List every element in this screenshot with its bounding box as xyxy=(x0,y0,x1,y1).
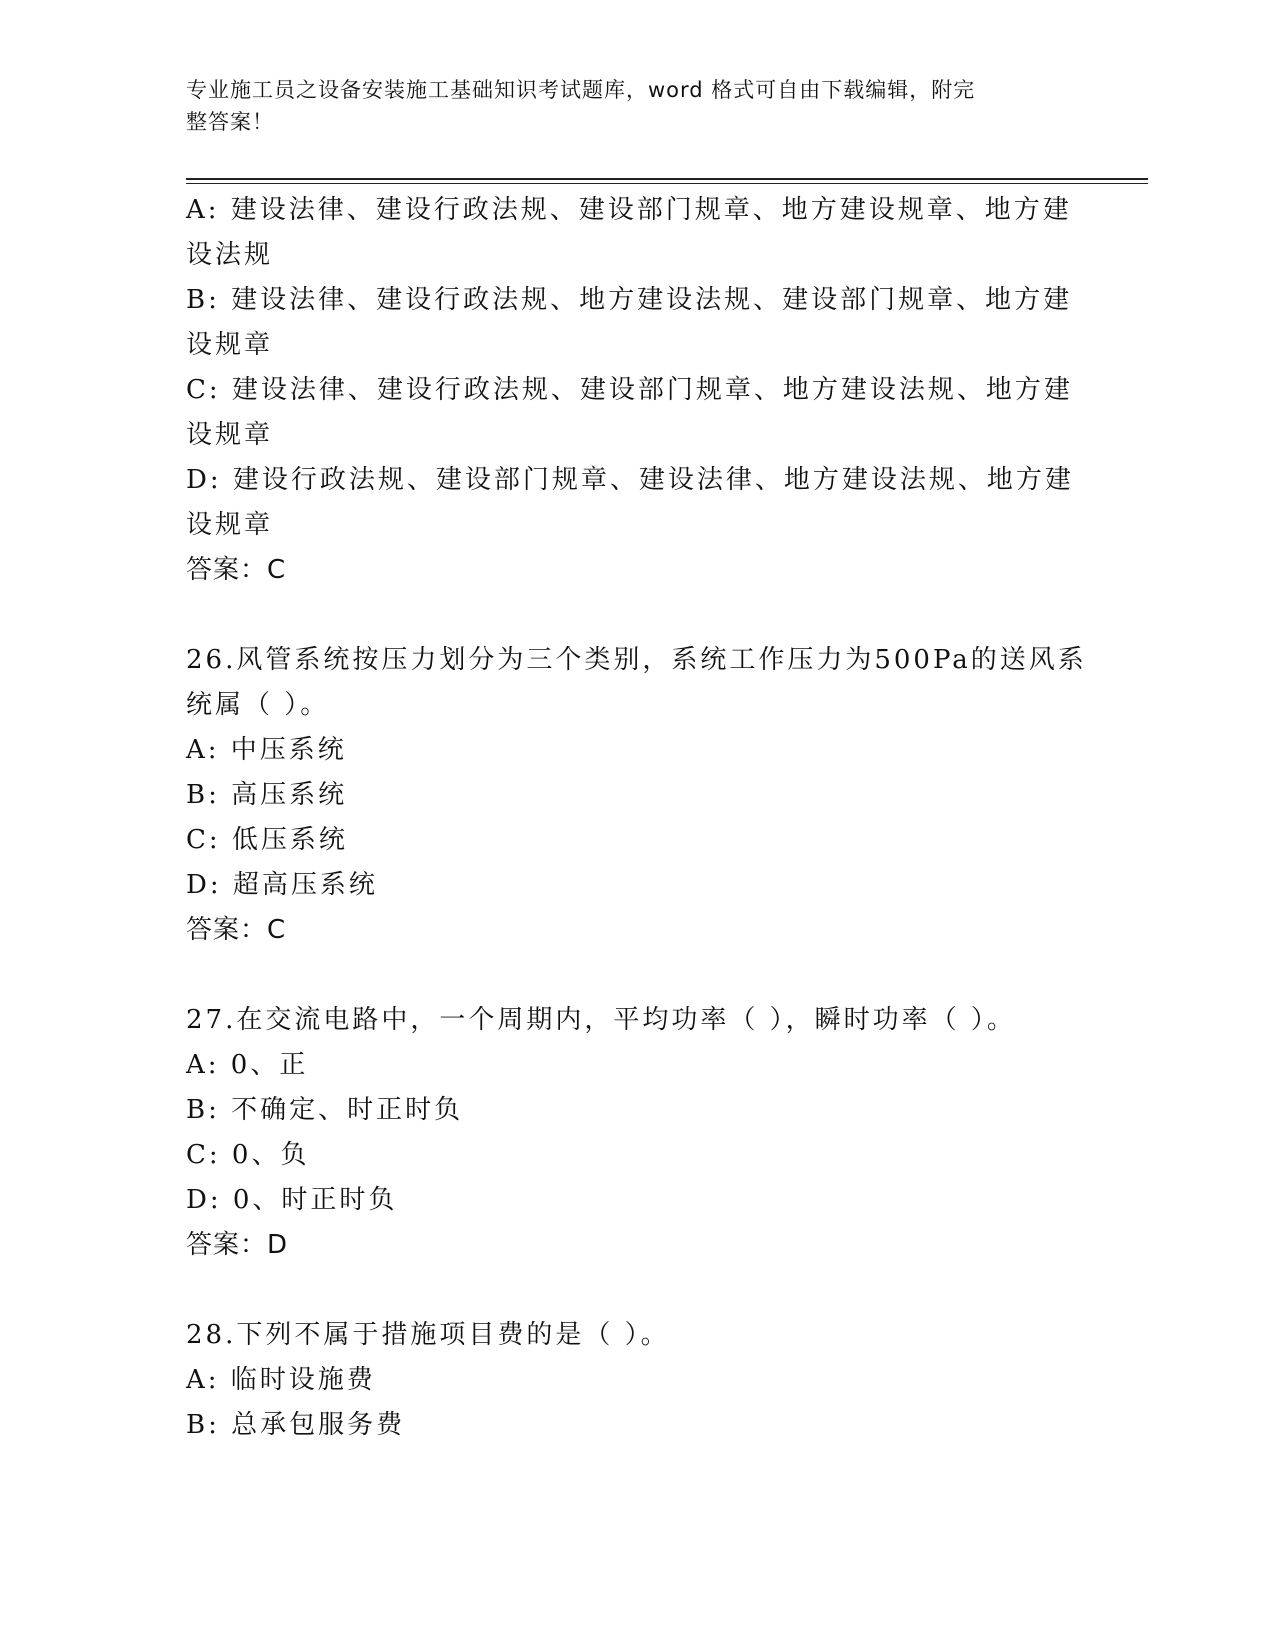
question-28 xyxy=(186,1313,1066,1448)
option-c: C: 建设法律、建设行政法规、建设部门规章、地方建设法规、地方建 xyxy=(186,375,1073,405)
option-b: B: 建设法律、建设行政法规、地方建设法规、建设部门规章、地方建 xyxy=(186,285,1073,315)
option-a: A: 建设法律、建设行政法规、建设部门规章、地方建设规章、地方建 xyxy=(186,195,1072,225)
answer: 答案：D xyxy=(186,1230,289,1260)
option-d-cont: 设规章 xyxy=(186,510,274,540)
answer: 答案：C xyxy=(186,555,287,585)
header-line: 整答案！ xyxy=(186,110,274,134)
question-26 xyxy=(186,638,1087,953)
question-text: 27.在交流电路中，一个周期内，平均功率（ ），瞬时功率（ ）。 xyxy=(186,1005,1016,1035)
answer: 答案：C xyxy=(186,915,287,945)
option-c-cont: 设规章 xyxy=(186,420,274,450)
option-a: A: 中压系统 xyxy=(186,735,347,765)
document-header xyxy=(186,74,1066,138)
header-divider xyxy=(186,178,1148,180)
question-text: 26.风管系统按压力划分为三个类别，系统工作压力为500Pa的送风系 xyxy=(186,645,1087,675)
question-list xyxy=(186,188,1087,1448)
option-b-cont: 设规章 xyxy=(186,330,274,360)
option-b: B: 不确定、时正时负 xyxy=(186,1095,464,1125)
option-b: B: 高压系统 xyxy=(186,780,348,810)
option-a: A: 0、正 xyxy=(186,1050,309,1080)
option-a: A: 临时设施费 xyxy=(186,1365,376,1395)
option-d: D: 建设行政法规、建设部门规章、建设法律、地方建设法规、地方建 xyxy=(186,465,1074,495)
option-d: D: 0、时正时负 xyxy=(186,1185,398,1215)
header-divider-thin xyxy=(186,183,1148,184)
option-b: B: 总承包服务费 xyxy=(186,1410,406,1440)
question-27 xyxy=(186,998,1066,1268)
option-c: C: 0、负 xyxy=(186,1140,310,1170)
question-text: 28.下列不属于措施项目费的是（ ）。 xyxy=(186,1320,670,1350)
question-text-cont: 统属（ ）。 xyxy=(186,690,330,720)
header-line: 专业施工员之设备安装施工基础知识考试题库，word 格式可自由下载编辑，附完 xyxy=(186,78,976,102)
option-c: C: 低压系统 xyxy=(186,825,348,855)
question-25-options xyxy=(186,188,1074,593)
option-d: D: 超高压系统 xyxy=(186,870,378,900)
option-a-cont: 设法规 xyxy=(186,240,274,270)
